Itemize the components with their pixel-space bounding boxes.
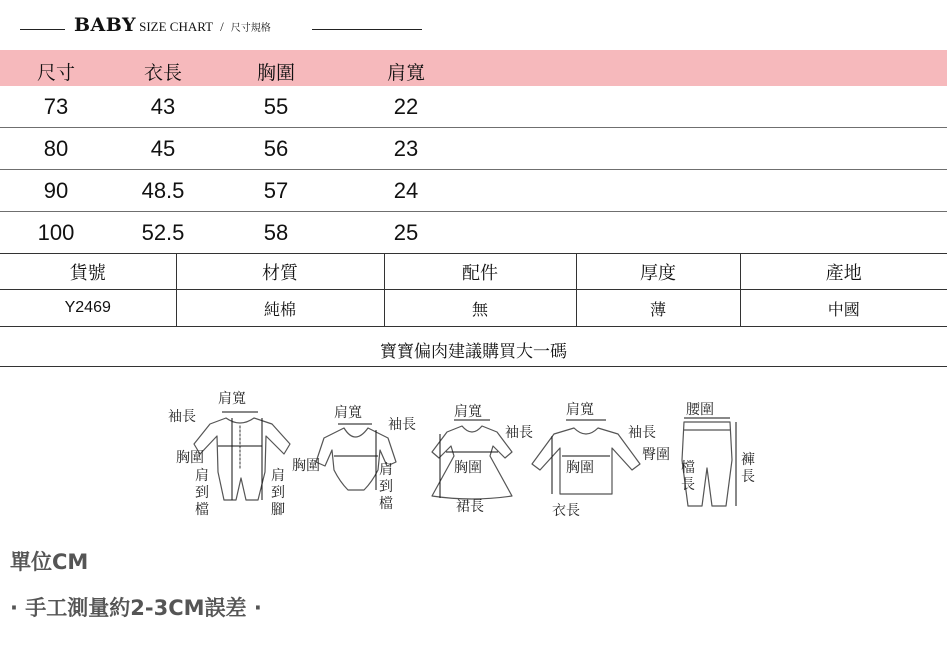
- cell-chest: 57: [263, 178, 289, 203]
- cell-shoulder: 22: [393, 94, 419, 119]
- cell-length: 52.5: [141, 220, 185, 245]
- pants-waist-label: 腰圍: [686, 402, 714, 418]
- top-shoulder-label: 肩寬: [566, 402, 594, 418]
- subtitle-text: SIZE CHART: [139, 19, 214, 34]
- spec-value-item-no: Y2469: [0, 290, 176, 327]
- pants-hip-label: 臀圍: [642, 447, 670, 463]
- romper-shoulder-crotch-label: 肩到檔: [195, 468, 209, 518]
- romper-shoulder-label: 肩寬: [218, 391, 246, 407]
- romper-shoulder-foot-label: 肩到腳: [271, 468, 285, 518]
- subtitle-cn: 尺寸規格: [230, 23, 271, 34]
- dress-chest-label: 胸圍: [454, 460, 482, 476]
- top-chest-label: 胸圍: [566, 460, 594, 476]
- romper-chest-label: 胸圍: [176, 450, 204, 466]
- cell-size: 73: [43, 94, 69, 119]
- unit-label: 單位CM: [10, 550, 89, 574]
- pants-rise-label: 檔長: [681, 460, 695, 493]
- col-chest: 胸圍: [256, 63, 295, 84]
- cell-shoulder: 23: [393, 136, 419, 161]
- cell-length: 48.5: [141, 178, 185, 203]
- dress-skirt-length-label: 裙長: [456, 499, 484, 515]
- spec-value-origin: 中國: [740, 290, 947, 327]
- cell-chest: 56: [263, 136, 289, 161]
- spec-header-material: 材質: [176, 254, 384, 290]
- brand-text: BABY: [74, 14, 137, 36]
- dress-sleeve-label: 袖長: [505, 425, 533, 441]
- cell-shoulder: 25: [393, 220, 419, 245]
- spec-header-accessories: 配件: [384, 254, 576, 290]
- cell-chest: 55: [263, 94, 289, 119]
- top-length-label: 衣長: [552, 503, 580, 519]
- col-size: 尺寸: [36, 63, 75, 84]
- spec-header-origin: 產地: [740, 254, 947, 290]
- romper-sleeve-label: 袖長: [168, 409, 196, 425]
- col-length: 衣長: [143, 63, 182, 84]
- cell-size: 80: [43, 136, 69, 161]
- bodysuit-shoulder-crotch-label: 肩到檔: [379, 462, 393, 512]
- cell-shoulder: 24: [393, 178, 419, 203]
- spec-header-item-no: 貨號: [0, 254, 176, 290]
- cell-length: 45: [150, 136, 176, 161]
- bodysuit-shoulder-label: 肩寬: [334, 405, 362, 421]
- pants-length-label: 褲長: [741, 452, 755, 485]
- size-advice-text: 寶寶偏肉建議購買大一碼: [380, 342, 567, 361]
- bodysuit-chest-label: 胸圍: [292, 458, 320, 474]
- spec-value-accessories: 無: [384, 290, 576, 327]
- cell-size: 90: [43, 178, 69, 203]
- spec-value-thickness: 薄: [576, 290, 740, 327]
- bodysuit-sleeve-label: 袖長: [388, 417, 416, 433]
- spec-header-thickness: 厚度: [576, 254, 740, 290]
- top-sleeve-label: 袖長: [628, 425, 656, 441]
- cell-chest: 58: [263, 220, 289, 245]
- col-shoulder: 肩寬: [386, 63, 425, 84]
- dress-shoulder-label: 肩寬: [454, 404, 482, 420]
- subtitle-separator: /: [220, 19, 224, 34]
- spec-value-material: 純棉: [176, 290, 384, 327]
- cell-length: 43: [150, 94, 176, 119]
- measurement-error-note: · 手工測量約2-3CM誤差 ·: [10, 596, 262, 620]
- cell-size: 100: [37, 220, 75, 245]
